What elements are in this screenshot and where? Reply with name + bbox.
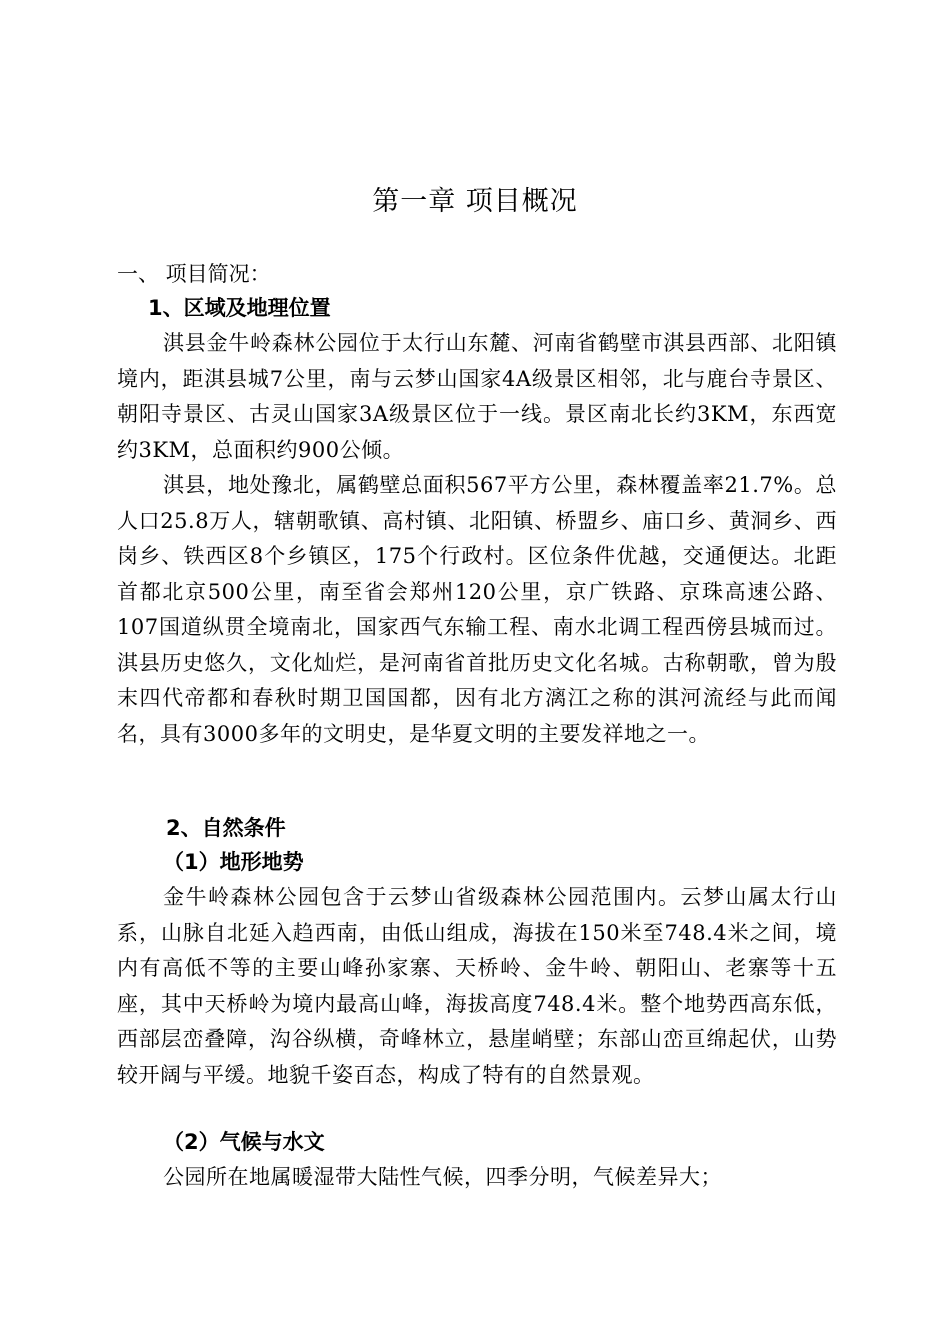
climate-heading: （2）气候与水文 (163, 1130, 325, 1154)
chapter-title: 第一章 项目概况 (372, 186, 578, 217)
section-heading: 一、 项目简况： (117, 262, 271, 286)
terrain-heading: （1）地形地势 (163, 850, 304, 874)
location-paragraph-2: 淇县，地处豫北，属鹤壁总面积567平方公里，森林覆盖率21.7%。总人口25.8万人，辖朝歌镇、高村镇、北阳镇、桥盟乡、庙口乡、黄洞乡、西岗乡、铁西区8个乡镇区，175个行政村。区位条件优越，交通便达。北距首都北京500公里，南至省会郑州120公里，京广铁路、京珠高速公路、107国道纵贯全境南北，国家西气东输工程、南水北调工程西傍县城而过。淇县历史悠久，文化灿烂，是河南省首批历史文化名城。古称朝歌，曾为殷末四代帝都和春秋时期卫国国都，因有北方漓江之称的淇河流经与此而闻名，具有3000多年的文明史，是华夏文明的主要发祥地之一。 (117, 473, 837, 746)
location-paragraph-1: 淇县金牛岭森林公园位于太行山东麓、河南省鹤壁市淇县西部、北阳镇境内，距淇县城7公里，南与云梦山国家4A级景区相邻，北与鹿台寺景区、朝阳寺景区、古灵山国家3A级景区位于一线。景区南北长约3KM，东西宽约3KM，总面积约900公倾。 (117, 331, 837, 462)
location-heading: 1、区域及地理位置 (148, 296, 331, 320)
natural-conditions-heading: 2、自然条件 (166, 816, 286, 840)
climate-paragraph: 公园所在地属暖湿带大陆性气候，四季分明，气候差异大； (163, 1165, 722, 1189)
terrain-paragraph: 金牛岭森林公园包含于云梦山省级森林公园范围内。云梦山属太行山系，山脉自北延入趋西南，由低山组成，海拔在150米至748.4米之间，境内有高低不等的主要山峰孙家寨、天桥岭、金牛岭、朝阳山、老寨等十五座，其中天桥岭为境内最高山峰，海拔高度748.4米。整个地势西高东低，西部层峦叠障，沟谷纵横，奇峰林立，悬崖峭壁；东部山峦亘绵起伏，山势较开阔与平缓。地貌千姿百态，构成了特有的自然景观。 (117, 885, 837, 1087)
